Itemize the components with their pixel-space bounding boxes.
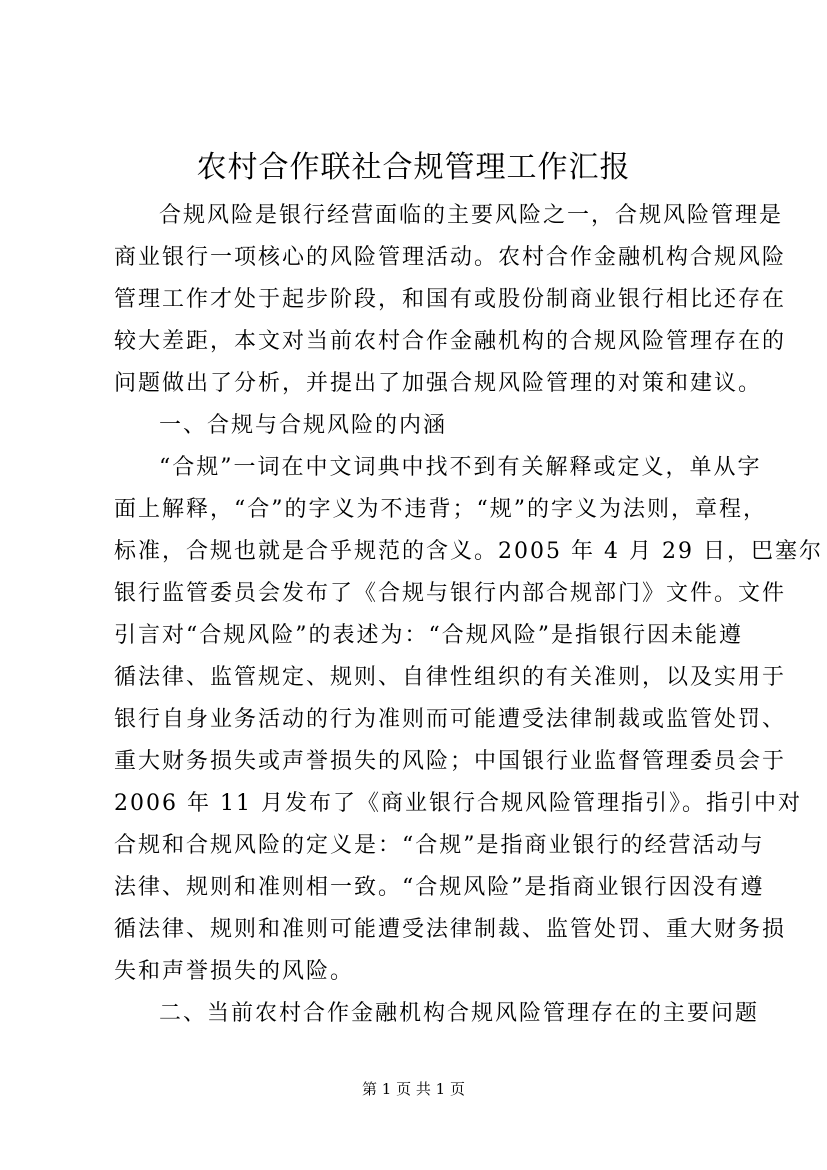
paragraph-2-line-12: 循法律、规则和准则可能遭受法律制裁、监管处罚、重大财务损 [114, 917, 787, 942]
paragraph-2-line-3: 标准，合规也就是合乎规范的含义。2005 年 4 月 29 日，巴塞尔 [114, 539, 823, 564]
paragraph-2-line-2: 面上解释，“合”的字义为不违背；“规”的字义为法则，章程， [114, 497, 767, 522]
paragraph-2-line-5: 引言对“合规风险”的表述为：“合规风险”是指银行因未能遵 [114, 623, 743, 648]
paragraph-2-line-13: 失和声誉损失的风险。 [114, 959, 355, 984]
paragraph-2-line-4: 银行监管委员会发布了《合规与银行内部合规部门》文件。文件 [114, 581, 787, 606]
paragraph-1-line-4: 较大差距，本文对当前农村合作金融机构的合规风险管理存在的 [114, 329, 787, 354]
paragraph-2-line-11: 法律、规则和准则相一致。“合规风险”是指商业银行因没有遵 [114, 875, 765, 900]
section-heading-2: 二、当前农村合作金融机构合规风险管理存在的主要问题 [159, 1001, 760, 1026]
paragraph-2-line-10: 合规和合规风险的定义是：“合规”是指商业银行的经营活动与 [114, 833, 765, 858]
paragraph-1-line-3: 管理工作才处于起步阶段，和国有或股份制商业银行相比还存在 [114, 287, 787, 312]
paragraph-1-line-1: 合规风险是银行经营面临的主要风险之一，合规风险管理是 [159, 203, 784, 228]
paragraph-2-line-8: 重大财务损失或声誉损失的风险；中国银行业监督管理委员会于 [114, 749, 787, 774]
section-heading-1: 一、合规与合规风险的内涵 [159, 413, 448, 438]
page-footer: 第 1 页 共 1 页 [362, 1080, 465, 1098]
paragraph-2-line-9: 2006 年 11 月发布了《商业银行合规风险管理指引》。指引中对 [114, 791, 802, 816]
paragraph-2-line-7: 银行自身业务活动的行为准则而可能遭受法律制裁或监管处罚、 [114, 707, 787, 732]
document-title: 农村合作联社合规管理工作汇报 [196, 150, 631, 185]
paragraph-2-line-1: “合规”一词在中文词典中找不到有关解释或定义，单从字 [159, 455, 762, 480]
paragraph-2-line-6: 循法律、监管规定、规则、自律性组织的有关准则，以及实用于 [114, 665, 787, 690]
paragraph-1-line-2: 商业银行一项核心的风险管理活动。农村合作金融机构合规风险 [114, 245, 787, 270]
paragraph-1-line-5: 问题做出了分析，并提出了加强合规风险管理的对策和建议。 [114, 371, 763, 396]
